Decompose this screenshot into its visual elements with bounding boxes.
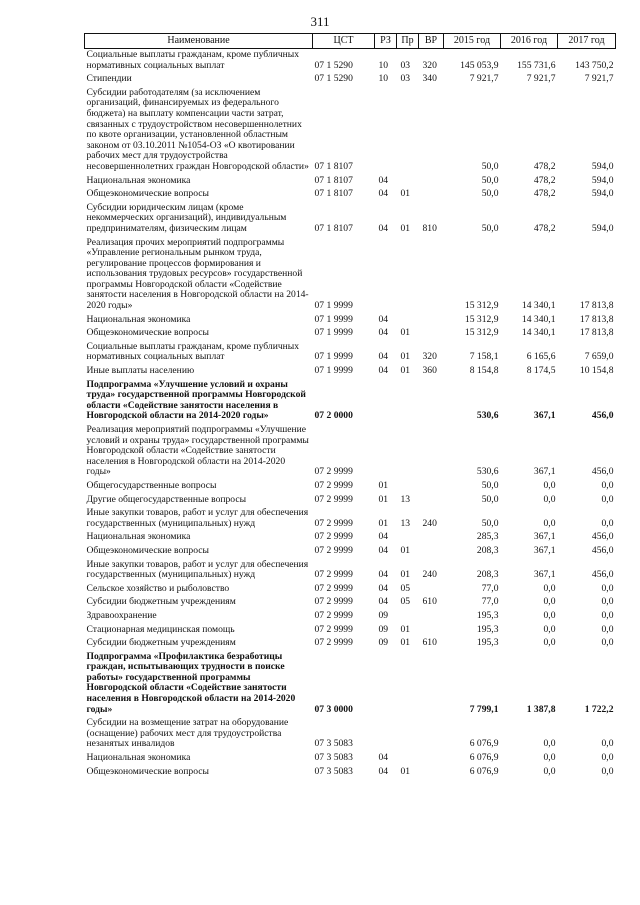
row-2016: 0,0 [543,752,556,764]
row-name: Реализация прочих мероприятий подпрограммы «Управление региональным рынком труда, регулирование процессов формирования и использования трудовых ресурсов» государственной программы Новгородской области «Содействие занятости населения в Новгородской области на 2014-2020 годы» [86,236,309,312]
row-2016: 0,0 [543,765,556,777]
row-vr: 610 [422,637,437,649]
row-name: Национальная экономика [86,174,191,186]
row-2015: 145 053,9 [460,59,499,71]
row-cst: 07 1 9999 [314,351,353,363]
row-2016: 367,1 [533,544,556,556]
header-name: Наименование [85,34,313,49]
row-rz: 04 [378,365,389,377]
row-2015: 77,0 [481,596,499,608]
row-2016: 0,0 [543,596,556,608]
row-cst: 07 1 8107 [314,222,353,234]
header-cst: ЦСТ [313,34,375,49]
row-name: Стипендии [86,73,132,85]
row-vr [419,752,444,766]
row-name: Субсидии бюджетным учреждениям [86,637,236,649]
row-rz: 04 [378,765,389,777]
row-name: Национальная экономика [86,752,191,764]
table-row [85,610,616,624]
header-2017: 2017 год [558,34,616,49]
row-pr: 01 [400,351,411,363]
row-2017: 456,0 [591,466,614,478]
table-row [85,494,616,508]
row-name: Субсидии бюджетным учреждениям [86,596,236,608]
row-rz: 09 [378,637,389,649]
row-rz [375,717,397,752]
row-vr: 810 [422,222,437,234]
row-2017: 0,0 [601,609,614,621]
row-2016: 0,0 [543,479,556,491]
row-rz: 04 [378,752,389,764]
row-rz: 04 [378,569,389,581]
row-name: Иные закупки товаров, работ и услуг для обеспечения государственных (муниципальных) нужд [86,507,309,529]
table-row [85,651,616,718]
row-pr: 01 [400,222,411,234]
row-2016: 478,2 [533,160,556,172]
row-pr: 01 [400,544,411,556]
row-2015: 6 076,9 [469,765,499,777]
row-name: Иные выплаты населению [86,365,195,377]
row-vr: 240 [422,517,437,529]
row-2015: 50,0 [481,160,499,172]
row-2017: 0,0 [601,623,614,635]
row-2015: 77,0 [481,582,499,594]
row-2015: 195,3 [476,637,499,649]
row-pr: 01 [400,623,411,635]
row-pr: 13 [400,493,411,505]
row-2016: 0,0 [543,623,556,635]
row-pr: 01 [400,569,411,581]
row-cst: 07 3 5083 [314,738,353,750]
row-2016: 7 921,7 [526,73,556,85]
row-cst: 07 1 9999 [314,313,353,325]
row-name: Другие общегосударственные вопросы [86,493,247,505]
table-row [85,545,616,559]
row-2016: 6 165,6 [526,351,556,363]
row-2015: 8 154,8 [469,365,499,377]
row-2016: 367,1 [533,531,556,543]
row-2017: 17 813,8 [579,300,614,312]
row-2015: 7 799,1 [469,703,499,715]
row-cst: 07 2 9999 [314,466,353,478]
row-2017: 0,0 [601,765,614,777]
row-cst: 07 2 9999 [314,609,353,621]
row-2017: 0,0 [601,752,614,764]
row-name: Субсидии работодателям (за исключением организаций, финансируемых из федерального бюджета) на выплату компенсации части затрат, связанных с трудоустройством несовершеннолетних по квоте организации, установленной областным законом от 03.10.2011 №1054-ОЗ «О квотировании рабочих мест для трудоустройства несовершеннолетних граждан Новгородской области» [86,86,309,172]
row-cst: 07 1 5290 [314,73,353,85]
row-2017: 7 659,0 [584,351,614,363]
row-2015: 6 076,9 [469,752,499,764]
table-row [85,327,616,341]
row-2016: 14 340,1 [521,313,556,325]
row-vr [419,651,444,718]
row-2017: 0,0 [601,637,614,649]
row-2016: 0,0 [543,517,556,529]
row-2015: 7 158,1 [469,351,499,363]
row-rz: 04 [378,544,389,556]
page-number: 311 [310,14,330,29]
row-rz [375,379,397,424]
row-pr: 01 [400,637,411,649]
row-pr: 03 [400,73,411,85]
row-2017: 0,0 [601,493,614,505]
row-cst: 07 1 8107 [314,160,353,172]
table-row [85,596,616,610]
table-row [85,188,616,202]
row-2016: 478,2 [533,174,556,186]
table-row [85,766,616,780]
row-cst: 07 2 9999 [314,582,353,594]
row-vr [419,624,444,638]
row-2015: 208,3 [476,544,499,556]
row-2015: 6 076,9 [469,738,499,750]
row-vr [419,766,444,780]
row-vr: 360 [422,365,437,377]
row-2017: 17 813,8 [579,327,614,339]
row-pr: 01 [400,188,411,200]
row-2016: 155 731,6 [517,59,556,71]
row-vr: 240 [422,569,437,581]
row-2017: 456,0 [591,531,614,543]
header-rz: РЗ [375,34,397,49]
row-vr: 340 [422,73,437,85]
row-pr: 01 [400,365,411,377]
row-2017: 7 921,7 [584,73,614,85]
row-cst: 07 2 9999 [314,637,353,649]
row-cst: 07 2 9999 [314,569,353,581]
row-2017: 594,0 [591,222,614,234]
row-vr [419,424,444,480]
row-pr: 01 [400,765,411,777]
row-2016: 1 387,8 [526,703,556,715]
row-cst: 07 1 5290 [314,59,353,71]
row-pr: 05 [400,582,411,594]
row-cst: 07 1 9999 [314,327,353,339]
row-rz: 09 [378,609,389,621]
row-2015: 15 312,9 [464,313,499,325]
row-rz: 04 [378,313,389,325]
row-2017: 456,0 [591,569,614,581]
row-pr: 01 [400,327,411,339]
row-name: Здравоохранение [86,609,157,621]
row-cst: 07 3 5083 [314,765,353,777]
row-vr [419,545,444,559]
table-row [85,87,616,175]
row-name: Подпрограмма «Профилактика безработицы граждан, испытывающих трудности в поиске работы» государственной программы Новгородской области «Содействие занятости населения в Новгородской области на 2014-2020 годы» [86,650,296,715]
table-row [85,507,616,531]
row-rz: 04 [378,596,389,608]
row-cst: 07 3 0000 [314,703,353,715]
row-vr [419,237,444,314]
row-2017: 0,0 [601,582,614,594]
row-vr [419,531,444,545]
row-rz: 04 [378,582,389,594]
row-2016: 8 174,5 [526,365,556,377]
row-rz [375,87,397,175]
header-vr: ВР [419,34,444,49]
row-rz: 04 [378,531,389,543]
row-vr [419,175,444,189]
row-pr [397,424,419,480]
row-rz: 10 [378,73,389,85]
row-name: Общеэкономические вопросы [86,188,209,200]
table-row [85,531,616,545]
row-2017: 0,0 [601,596,614,608]
budget-table [84,33,616,779]
row-pr [397,480,419,494]
row-rz: 09 [378,623,389,635]
table-row [85,237,616,314]
row-2015: 7 921,7 [469,73,499,85]
row-2017: 594,0 [591,160,614,172]
row-cst: 07 1 9999 [314,365,353,377]
row-2017: 17 813,8 [579,313,614,325]
row-2015: 530,6 [476,410,499,422]
row-name: Стационарная медицинская помощь [86,623,235,635]
row-rz: 10 [378,59,389,71]
row-name: Общегосударственные вопросы [86,479,217,491]
row-cst: 07 2 9999 [314,623,353,635]
row-rz: 04 [378,351,389,363]
row-2015: 50,0 [481,222,499,234]
table-row [85,365,616,379]
row-pr [397,175,419,189]
row-name: Субсидии юридическим лицам (кроме некоммерческих организаций), индивидуальным предпринимателям, физическим лицам [86,201,287,234]
row-2016: 0,0 [543,582,556,594]
row-vr [419,188,444,202]
row-pr: 03 [400,59,411,71]
row-2017: 456,0 [591,544,614,556]
header-pr: Пр [397,34,419,49]
row-2015: 50,0 [481,174,499,186]
row-cst: 07 2 9999 [314,544,353,556]
row-name: Национальная экономика [86,531,191,543]
row-2015: 50,0 [481,479,499,491]
row-cst: 07 1 8107 [314,188,353,200]
row-pr: 13 [400,517,411,529]
row-vr [419,717,444,752]
row-name: Подпрограмма «Улучшение условий и охраны труда» государственной программы Новгородской области «Содействие занятости населения в Новгородской области на 2014-2020 годы» [86,378,306,422]
row-2016: 14 340,1 [521,300,556,312]
row-2017: 0,0 [601,738,614,750]
row-cst: 07 2 0000 [314,410,353,422]
row-cst: 07 2 9999 [314,596,353,608]
row-cst: 07 2 9999 [314,493,353,505]
row-2017: 456,0 [591,410,614,422]
row-2016: 0,0 [543,493,556,505]
row-cst: 07 2 9999 [314,517,353,529]
row-2017: 0,0 [601,479,614,491]
row-cst: 07 1 8107 [314,174,353,186]
row-vr [419,327,444,341]
row-name: Общеэкономические вопросы [86,765,209,777]
row-2015: 50,0 [481,188,499,200]
row-vr [419,87,444,175]
table-row [85,73,616,87]
row-pr: 05 [400,596,411,608]
row-vr [419,480,444,494]
row-2017: 0,0 [601,517,614,529]
table-header [85,34,616,49]
row-2016: 0,0 [543,738,556,750]
row-vr: 320 [422,351,437,363]
table-row [85,202,616,237]
row-pr [397,651,419,718]
row-name: Иные закупки товаров, работ и услуг для обеспечения государственных (муниципальных) нужд [86,558,309,581]
row-2015: 15 312,9 [464,327,499,339]
row-rz: 04 [378,188,389,200]
row-2016: 478,2 [533,222,556,234]
row-2015: 50,0 [481,517,499,529]
table-row [85,379,616,424]
row-2015: 195,3 [476,623,499,635]
row-2016: 367,1 [533,569,556,581]
row-rz [375,651,397,718]
row-rz [375,424,397,480]
table-row [85,637,616,651]
row-vr [419,610,444,624]
table-row [85,424,616,480]
table-row [85,752,616,766]
row-2015: 15 312,9 [464,300,499,312]
row-name: Национальная экономика [86,313,191,325]
row-pr [397,314,419,328]
row-2016: 367,1 [533,410,556,422]
table-row [85,314,616,328]
row-name: Социальные выплаты гражданам, кроме публичных нормативных социальных выплат [86,340,300,363]
row-2017: 143 750,2 [575,59,614,71]
row-2016: 0,0 [543,609,556,621]
row-pr [397,531,419,545]
row-cst: 07 2 9999 [314,531,353,543]
row-2016: 367,1 [533,466,556,478]
row-name: Сельское хозяйство и рыболовство [86,582,230,594]
table-row [85,624,616,638]
row-rz: 01 [378,479,389,491]
row-cst: 07 3 5083 [314,752,353,764]
row-cst: 07 2 9999 [314,479,353,491]
row-2017: 1 722,2 [584,703,614,715]
table-row [85,559,616,583]
header-2016: 2016 год [501,34,558,49]
table-row [85,717,616,752]
header-2015: 2015 год [444,34,501,49]
row-vr [419,379,444,424]
row-2016: 478,2 [533,188,556,200]
row-rz: 04 [378,222,389,234]
row-pr [397,237,419,314]
row-vr [419,314,444,328]
row-pr [397,379,419,424]
row-2016: 0,0 [543,637,556,649]
row-2015: 195,3 [476,609,499,621]
row-pr [397,87,419,175]
row-2017: 10 154,8 [579,365,614,377]
row-2017: 594,0 [591,188,614,200]
row-pr [397,717,419,752]
row-vr: 610 [422,596,437,608]
row-2015: 50,0 [481,493,499,505]
row-vr: 320 [422,59,437,71]
row-2015: 530,6 [476,466,499,478]
row-rz: 01 [378,493,389,505]
row-pr [397,610,419,624]
table-body [85,49,616,780]
table-row [85,341,616,365]
table-row [85,583,616,597]
row-name: Реализация мероприятий подпрограммы «Улучшение условий и охраны труда» государственной программы Новгородской области «Содействие занятости населения в Новгородской области на 2014-2020 годы» [86,424,309,478]
row-rz: 04 [378,174,389,186]
table-row [85,480,616,494]
row-name: Общеэкономические вопросы [86,327,209,339]
table-row [85,175,616,189]
row-2016: 14 340,1 [521,327,556,339]
row-vr [419,494,444,508]
row-rz: 01 [378,517,389,529]
row-pr [397,752,419,766]
row-2017: 594,0 [591,174,614,186]
row-2015: 285,3 [476,531,499,543]
row-name: Общеэкономические вопросы [86,544,209,556]
row-vr [419,583,444,597]
table-row [85,49,616,74]
row-cst: 07 1 9999 [314,300,353,312]
row-name: Субсидии на возмещение затрат на оборудование (оснащение) рабочих мест для трудоустройства незанятых инвалидов [86,717,289,750]
row-name: Социальные выплаты гражданам, кроме публичных нормативных социальных выплат [86,49,300,71]
row-2015: 208,3 [476,569,499,581]
row-rz [375,237,397,314]
row-rz: 04 [378,327,389,339]
